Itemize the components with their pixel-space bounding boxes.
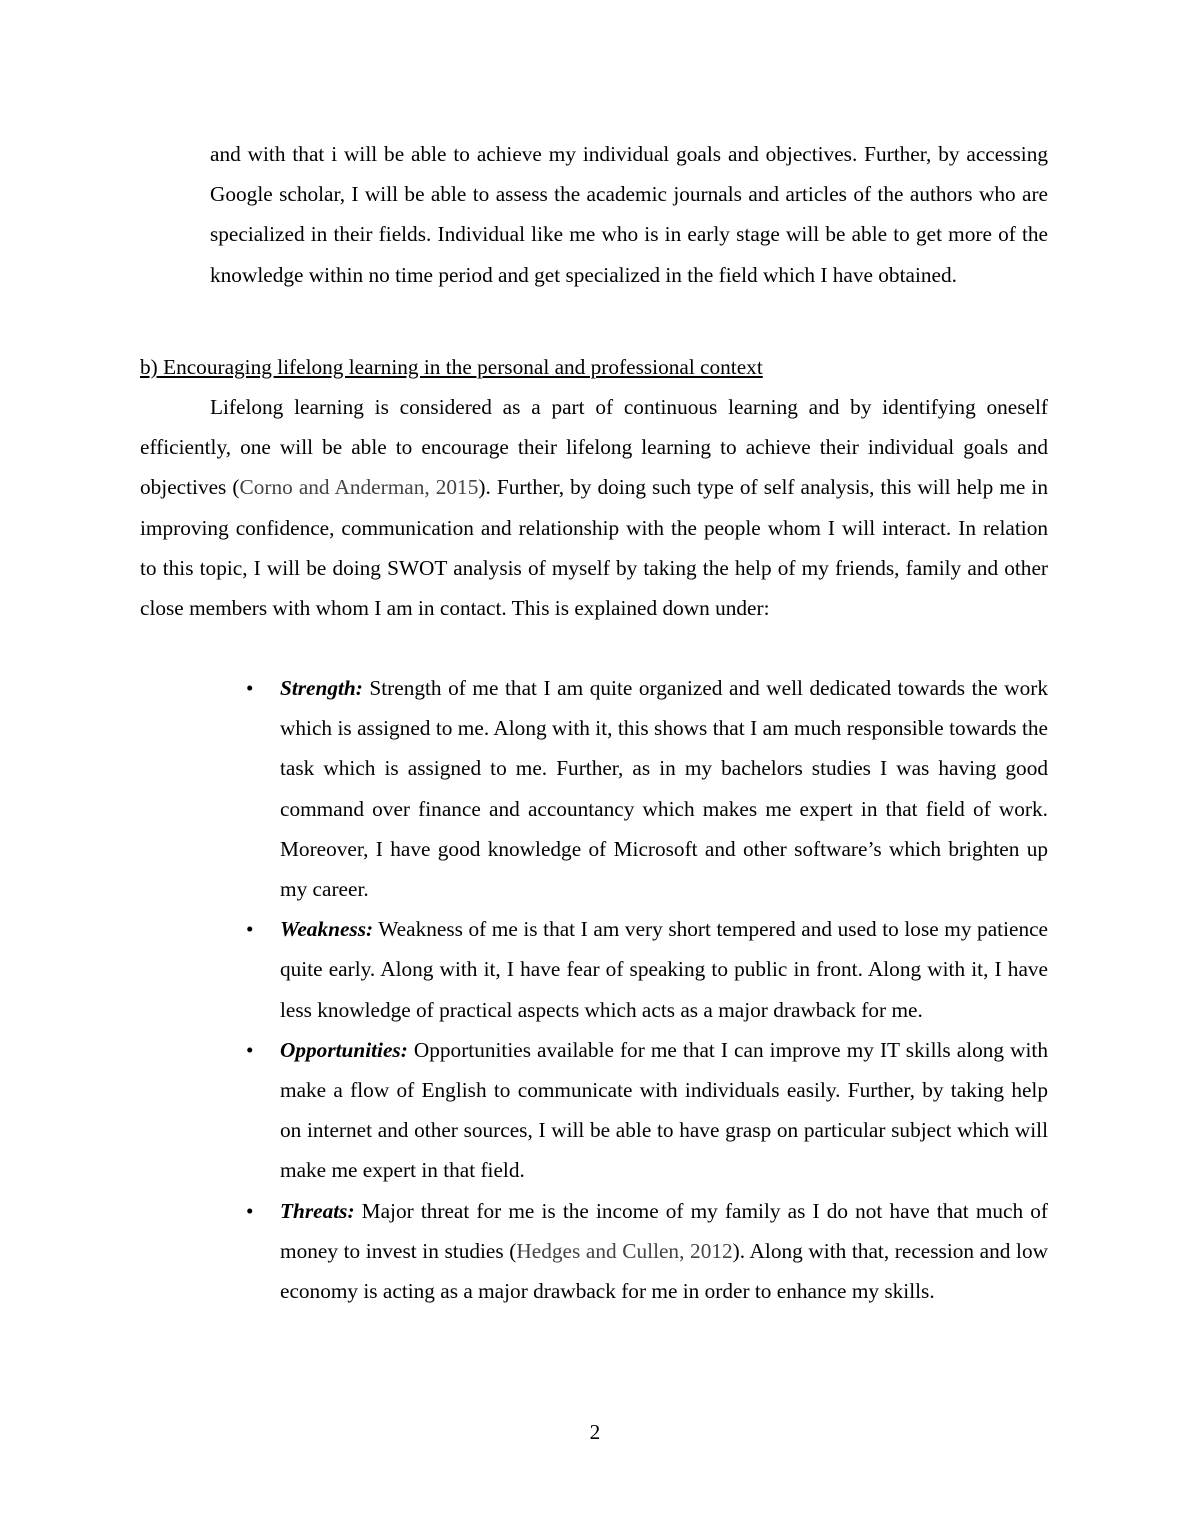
list-item-threats: [246, 1191, 1048, 1312]
item-text: Weakness of me is that I am very short tempered and used to lose my patience quite early. Along with it, I have fear of speaking to public in front. Along with it, I have less knowledge of practical aspects which acts as a major drawback for me.: [280, 917, 1048, 1022]
citation: Corno and Anderman, 2015: [239, 475, 479, 500]
list-item-strength: [246, 668, 1048, 909]
item-text: Major threat for me is the income of my family as I do not have that much of money to invest in studies (: [280, 1198, 1048, 1263]
term: Weakness:: [280, 917, 374, 942]
term: Opportunities:: [280, 1037, 408, 1062]
item-text: Strength of me that I am quite organized and well dedicated towards the work which is assigned to me. Along with it, this shows that I am much responsible towards the task which is assigned to me. Further, as in my bachelors studies I was having good command over finance and accountancy which makes me expert in that field of work. Moreover, I have good knowledge of Microsoft and other software’s which brighten up my career.: [280, 676, 1048, 902]
swot-list: [246, 668, 1048, 1311]
bullet-icon: •: [246, 917, 254, 942]
intro-text: ). Further, by doing such type of self analysis, this will help me in improving confidence, communication and relationship with the people whom I will interact. In relation to this topic, I will be doing SWOT analysis of myself by taking the help of my friends, family and other close members with whom I am in contact. This is explained down under:: [140, 475, 1048, 621]
term: Strength:: [280, 676, 363, 700]
list-item-opportunities: [246, 1030, 1048, 1191]
citation: Hedges and Cullen, 2012: [516, 1238, 733, 1263]
intro-text: Lifelong learning is considered as a part of continuous learning and by identifying oneself efficiently, one will be able to encourage their lifelong learning to achieve their individual goals and objectives (: [140, 395, 1048, 500]
continuation-paragraph: and with that i will be able to achieve my individual goals and objectives. Further, by accessing Google scholar, I will be able to assess the academic journals and articles of the authors who are specialized in their fields. Individual like me who is in early stage will be able to get more of the knowledge within no time period and get specialized in the field which I have obtained.: [210, 142, 1048, 287]
item-text: Opportunities available for me that I can improve my IT skills along with make a flow of English to communicate with individuals easily. Further, by taking help on internet and other sources, I will be able to have grasp on particular subject which will make me expert in that field.: [280, 1037, 1048, 1183]
bullet-icon: •: [246, 1198, 254, 1223]
bullet-icon: •: [246, 1037, 254, 1062]
page-number: 2: [589, 1420, 601, 1444]
list-item-weakness: [246, 909, 1048, 1030]
item-text: ). Along with that, recession and low economy is acting as a major drawback for me in order to enhance my skills.: [280, 1238, 1048, 1304]
intro-paragraph: [140, 387, 1048, 628]
bullet-icon: •: [246, 676, 254, 700]
term: Threats:: [280, 1198, 355, 1223]
section-heading: b) Encouraging lifelong learning in the personal and professional context: [140, 355, 763, 379]
